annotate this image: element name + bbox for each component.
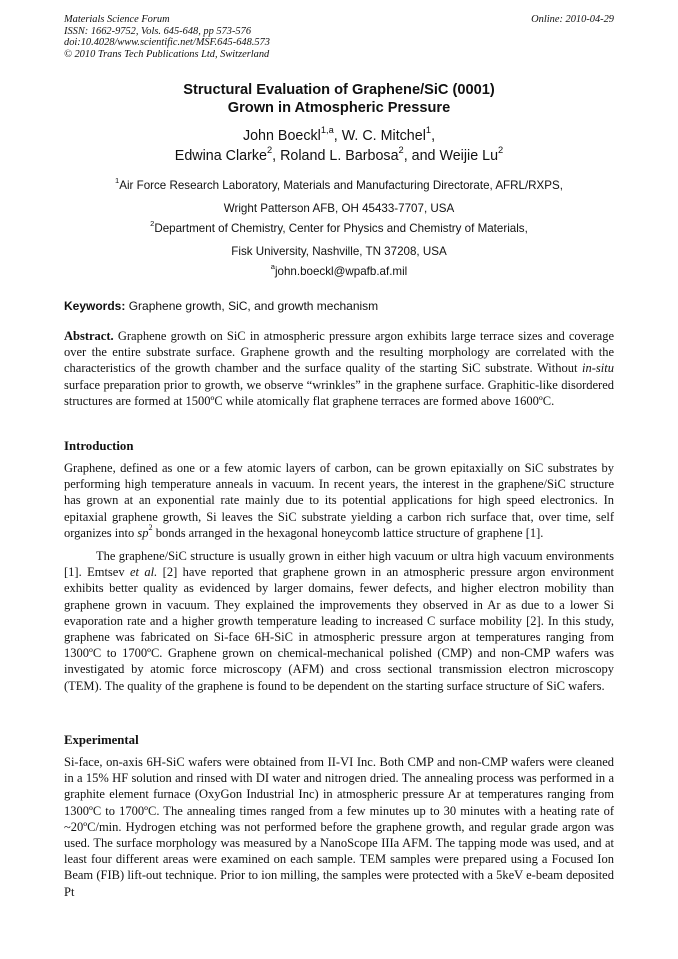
corresponding-email[interactable]: $^a$john.boeckl@wpafb.af.mil — [270, 262, 408, 278]
author-name: Edwina Clarke — [174, 148, 267, 164]
online-date: Online: 2010-04-29 — [531, 14, 614, 25]
introduction-body — [64, 460, 614, 694]
author-name: Roland L. Barbosa — [280, 148, 399, 164]
affiliation-1-address: Wright Patterson AFB, OH 45433-7707, USA — [223, 202, 455, 215]
experimental-paragraph-1: Si-face, on-axis 6H-SiC wafers were obtained from II-VI Inc. Both CMP and non-CMP wafers were cleaned in a 15% HF solution and rinsed with DI water and nitrogen dried. The annealing process was performed in a graphite element furnace (OxyGon Industrial Inc) in atmospheric pressure Ar at temperatures ranging from 1300ºC to 1700ºC. The annealing times ranged from a few minutes up to 30 minutes with a heating rate of ~20ºC/min. Hydrogen etching was not performed before the graphene growth, and regular grade argon was used. The surface morphology was measured by a NanoScope IIIa AFM. The tapping mode was used, and at least four different areas were examined on each sample. TEM samples were prepared using a Focused Ion Beam (FIB) lift-out technique. Prior to ion milling, the samples were protected with a 5keV e-beam deposited Pt — [64, 755, 614, 899]
author-affiliation-mark: 2 — [498, 144, 504, 155]
affiliation-1: $^1$Air Force Research Laboratory, Materials and Manufacturing Directorate, AFRL/RXPS, — [115, 176, 563, 192]
author-line-2: Edwina Clarke$^2$, Roland L. Barbosa$^2$, and Weijie Lu$^2$ — [174, 144, 504, 164]
keywords-text: Graphene growth, SiC, and growth mechanism — [125, 299, 379, 313]
journal-name: Materials Science Forum — [64, 14, 170, 25]
introduction-paragraph-1: Graphene, defined as one or a few atomic layers of carbon, can be grown epitaxially on SiC substrates by performing high temperature anneals in vacuum. In recent years, the interest in the graphene/SiC structure has grown at an exponential rate mainly due to its potential applications for high speed electronics. In epitaxial graphene growth, Si leaves the SiC substrate yielding a carbon rich surface that, over time, self organizes into $sp^2$ bonds arranged in the hexagonal honeycomb lattice structure of graphene [1]. — [64, 461, 614, 540]
experimental-body — [64, 754, 614, 900]
title-line-2: Grown in Atmospheric Pressure — [227, 100, 451, 116]
author-list — [0, 126, 678, 166]
journal-issn: ISSN: 1662-9752, Vols. 645-648, pp 573-576 — [64, 25, 252, 37]
author-affiliation-mark: 2 — [398, 144, 404, 155]
section-heading-introduction: Introduction — [64, 439, 134, 453]
abstract: Abstract. Graphene growth on SiC in atmospheric pressure argon exhibits large terrace sizes and coverage over the entire substrate surface. Graphene growth and the resulting morphology are correlated with the characteristics of the growth chamber and the surface quality of the starting SiC substrate. Without in-situ surface preparation prior to growth, we observe “wrinkles” in the graphene surface. Graphitic-like disordered structures are formed at 1500ºC while atomically flat graphene terraces are formed above 1600ºC. — [64, 329, 614, 408]
introduction-paragraph-2: The graphene/SiC structure is usually grown in either high vacuum or ultra high vacuum environments [1]. Emtsev et al. [2] have reported that graphene grown in an atmospheric pressure argon environment exhibits better quality as evidenced by larger domains, fewer defects, and higher electron mobility than graphene grown in vacuum. They explained the improvements they observed in Ar as due to a lower Si evaporation rate and a higher growth temperature leading to increased C surface mobility [2]. In this study, graphene was fabricated on Si-face 6H-SiC in atmospheric pressure argon at temperatures ranging from 1300ºC to 1700ºC. Graphene grown on chemical-mechanical polished (CMP) and non-CMP wafers was investigated by atomic force microscopy (AFM) and cross sectional transmission electron microscopy (TEM). The quality of the graphene is found to be dependent on the starting surface structure of SiC wafers. — [64, 549, 614, 693]
paper-title — [0, 81, 678, 117]
journal-doi: doi:10.4028/www.scientific.net/MSF.645-648.573 — [64, 37, 270, 48]
author-line-1: John Boeckl$^{1,a}$, W. C. Mitchel$^1$, — [242, 124, 436, 144]
abstract-label: Abstract. — [64, 329, 114, 343]
affiliation-2-address: Fisk University, Nashville, TN 37208, USA — [231, 245, 447, 258]
author-affiliation-mark: 2 — [266, 144, 273, 155]
journal-copyright: © 2010 Trans Tech Publications Ltd, Switzerland — [64, 48, 270, 60]
title-line-1: Structural Evaluation of Graphene/SiC (0001) — [183, 82, 495, 98]
affiliation-2: $^2$Department of Chemistry, Center for Physics and Chemistry of Materials, — [150, 219, 528, 235]
section-heading-experimental: Experimental — [64, 733, 139, 747]
keywords-label: Keywords: — [64, 299, 126, 313]
author-affiliation-mark: 1 — [425, 124, 432, 135]
author-name: John Boeckl — [242, 128, 321, 144]
author-affiliation-mark: 1,a — [320, 124, 334, 135]
keywords — [64, 299, 614, 313]
journal-header — [64, 14, 270, 60]
author-name: Weijie Lu — [439, 148, 499, 164]
author-name: W. C. Mitchel — [341, 128, 426, 144]
